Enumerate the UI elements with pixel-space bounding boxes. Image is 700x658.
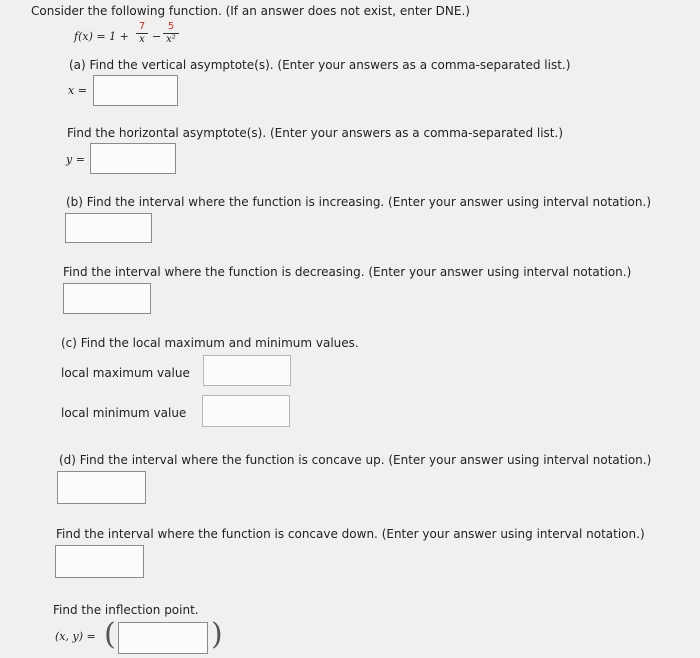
intro-text: Consider the following function. (If an answer does not exist, enter DNE.): [31, 4, 470, 18]
fraction-five-over-x-squared: [163, 22, 179, 45]
increasing-interval-input[interactable]: [65, 213, 152, 243]
inflection-point-input[interactable]: [118, 622, 208, 654]
concave-up-question: (d) Find the interval where the function is concave up. (Enter your answer using interval notation.): [59, 453, 652, 467]
local-minimum-input[interactable]: [202, 395, 290, 427]
concave-up-input[interactable]: [57, 471, 146, 504]
fraction-denominator: x²: [166, 34, 176, 45]
local-extrema-question: (c) Find the local maximum and minimum values.: [61, 336, 359, 350]
minus-sign: −: [152, 30, 162, 43]
fraction-denominator: x: [139, 34, 145, 45]
function-lhs: f(x) = 1 +: [74, 30, 129, 43]
vertical-asymptote-question: (a) Find the vertical asymptote(s). (Enter your answers as a comma-separated list.): [69, 58, 571, 72]
xy-equals-label: (x, y) =: [55, 630, 96, 643]
horizontal-asymptote-input[interactable]: [90, 143, 176, 174]
concave-down-question: Find the interval where the function is concave down. (Enter your answer using interval notation.): [56, 527, 645, 541]
concave-down-input[interactable]: [55, 545, 144, 578]
x-equals-label: x =: [68, 84, 87, 97]
decreasing-interval-question: Find the interval where the function is decreasing. (Enter your answer using interval notation.): [63, 265, 632, 279]
fraction-seven-over-x: [136, 22, 148, 45]
local-minimum-label: local minimum value: [61, 406, 187, 420]
vertical-asymptote-input[interactable]: [93, 75, 178, 106]
close-parenthesis: ): [211, 617, 223, 652]
horizontal-asymptote-question: Find the horizontal asymptote(s). (Enter your answers as a comma-separated list.): [67, 126, 564, 140]
open-parenthesis: (: [104, 617, 116, 652]
fraction-numerator: 5: [167, 21, 175, 32]
decreasing-interval-input[interactable]: [63, 283, 151, 314]
inflection-point-question: Find the inflection point.: [53, 603, 199, 617]
y-equals-label: y =: [66, 153, 85, 166]
fraction-numerator: 7: [138, 21, 146, 32]
increasing-interval-question: (b) Find the interval where the function is increasing. (Enter your answer using interval notation.): [66, 195, 651, 209]
local-maximum-label: local maximum value: [61, 366, 190, 380]
local-maximum-input[interactable]: [203, 355, 291, 386]
